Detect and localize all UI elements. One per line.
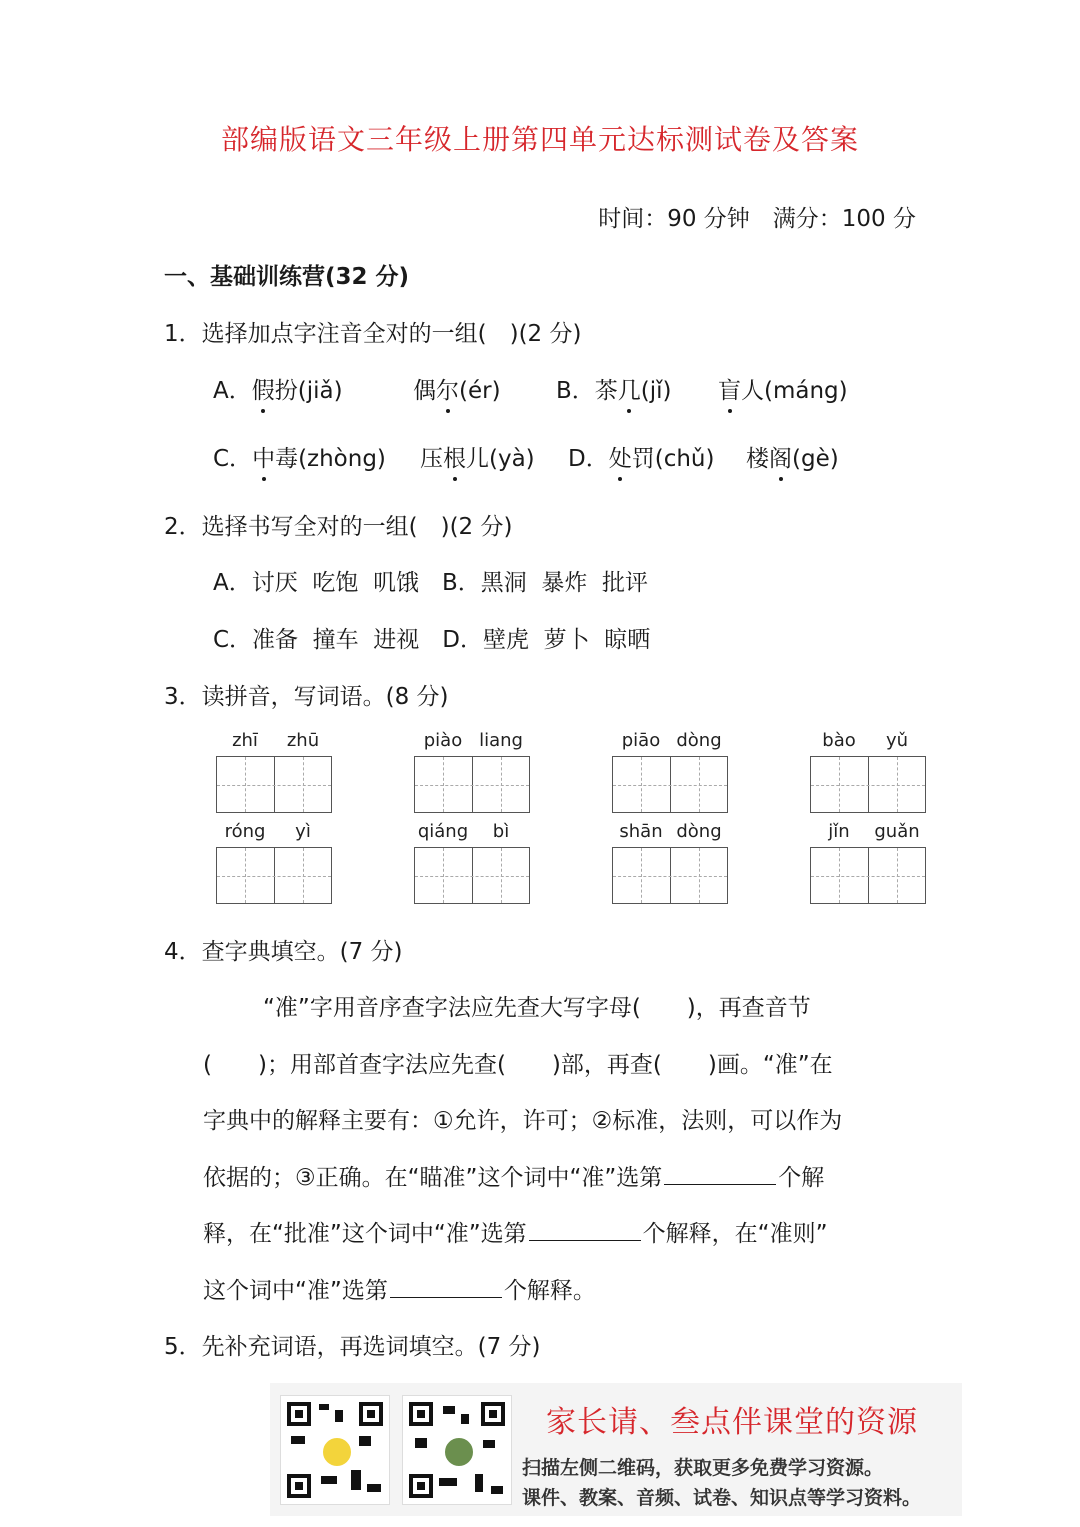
question-3-stem: 3．读拼音，写词语。(8 分) [164,684,449,710]
brand-logo-icon [321,1436,353,1468]
writing-box[interactable] [414,756,530,813]
pinyin-label: zhī [232,730,258,751]
page-title: 部编版语文三年级上册第四单元达标测试卷及答案 [220,123,859,156]
pinyin-label: róng [224,821,266,842]
pinyin-label: bào [822,730,856,751]
pinyin-label: yì [295,821,311,842]
q1-option-b2: 盲人(máng) [718,372,848,405]
q1-option-d1: D．处罚(chǔ) [568,440,714,473]
writing-box[interactable] [216,756,332,813]
pinyin-label: shān [619,821,663,842]
pinyin-label: yǔ [885,730,909,751]
promo-banner [270,1383,962,1516]
writing-box[interactable] [612,847,728,904]
pinyin-label: dòng [676,730,722,751]
section-heading: 一、基础训练营(32 分) [164,264,410,290]
answer-blank[interactable] [390,1279,502,1298]
q4-line-2: ( )；用部首查字法应先查( )部，再查( )画。“准”在 [203,1052,833,1078]
q1-option-d2: 楼阁(gè) [746,440,839,473]
q2-options-ab: A．讨厌 吃饱 叽饿 B．黑洞 暴炸 批评 [213,570,649,596]
banner-line-2: 课件、教案、音频、试卷、知识点等学习资料。 [522,1487,922,1509]
writing-box[interactable] [810,756,926,813]
pinyin-label: qiáng [417,821,469,842]
pinyin-label: guǎn [874,821,920,842]
writing-box[interactable] [216,847,332,904]
qr-code-icon[interactable] [280,1395,390,1505]
q4-line-5: 释，在“批准”这个词中“准”选第 个解释，在“准则” [203,1221,828,1247]
pinyin-label: piào [423,730,463,751]
question-5-stem: 5．先补充词语，再选词填空。(7 分) [164,1334,541,1360]
q4-line-4: 依据的；③正确。在“瞄准”这个词中“准”选第 个解 [203,1165,825,1191]
q1-option-c1: C．中毒(zhòng) [213,440,386,473]
pinyin-label: liang [479,730,523,751]
pinyin-label: dòng [676,821,722,842]
q4-line-3: 字典中的解释主要有：①允许，许可；②标准，法则，可以作为 [203,1108,843,1134]
answer-blank[interactable] [529,1222,641,1241]
qr-code-icon[interactable] [402,1395,512,1505]
question-2-stem: 2．选择书写全对的一组( )(2 分) [164,514,513,540]
pinyin-label: jǐn [828,821,850,842]
pinyin-label: bì [492,821,510,842]
answer-blank[interactable] [664,1166,776,1185]
writing-box[interactable] [612,756,728,813]
pinyin-label: piāo [621,730,661,751]
writing-box[interactable] [414,847,530,904]
q4-line-6: 这个词中“准”选第 个解释。 [203,1278,596,1304]
q1-option-a2: 偶尔(ér) [413,372,501,405]
q1-option-c2: 压根儿(yà) [420,440,535,473]
question-1-stem: 1．选择加点字注音全对的一组( )(2 分) [164,321,582,347]
exam-meta: 时间：90 分钟 满分：100 分 [598,206,916,232]
writing-box[interactable] [810,847,926,904]
q2-options-cd: C．准备 撞车 进视 D．壁虎 萝卜 晾晒 [213,627,651,653]
banner-line-1: 扫描左侧二维码，获取更多免费学习资源。 [522,1457,884,1479]
banner-title: 家长请、叁点伴课堂的资源 [546,1405,918,1440]
question-4-stem: 4．查字典填空。(7 分) [164,939,403,965]
pinyin-label: zhū [286,730,320,751]
brand-logo-icon [443,1436,475,1468]
q1-option-a1: A．假扮(jiǎ) [213,372,343,405]
q4-line-1: “准”字用音序查字法应先查大写字母( )，再查音节 [263,995,811,1021]
q1-option-b1: B．茶几(jǐ) [556,372,672,405]
